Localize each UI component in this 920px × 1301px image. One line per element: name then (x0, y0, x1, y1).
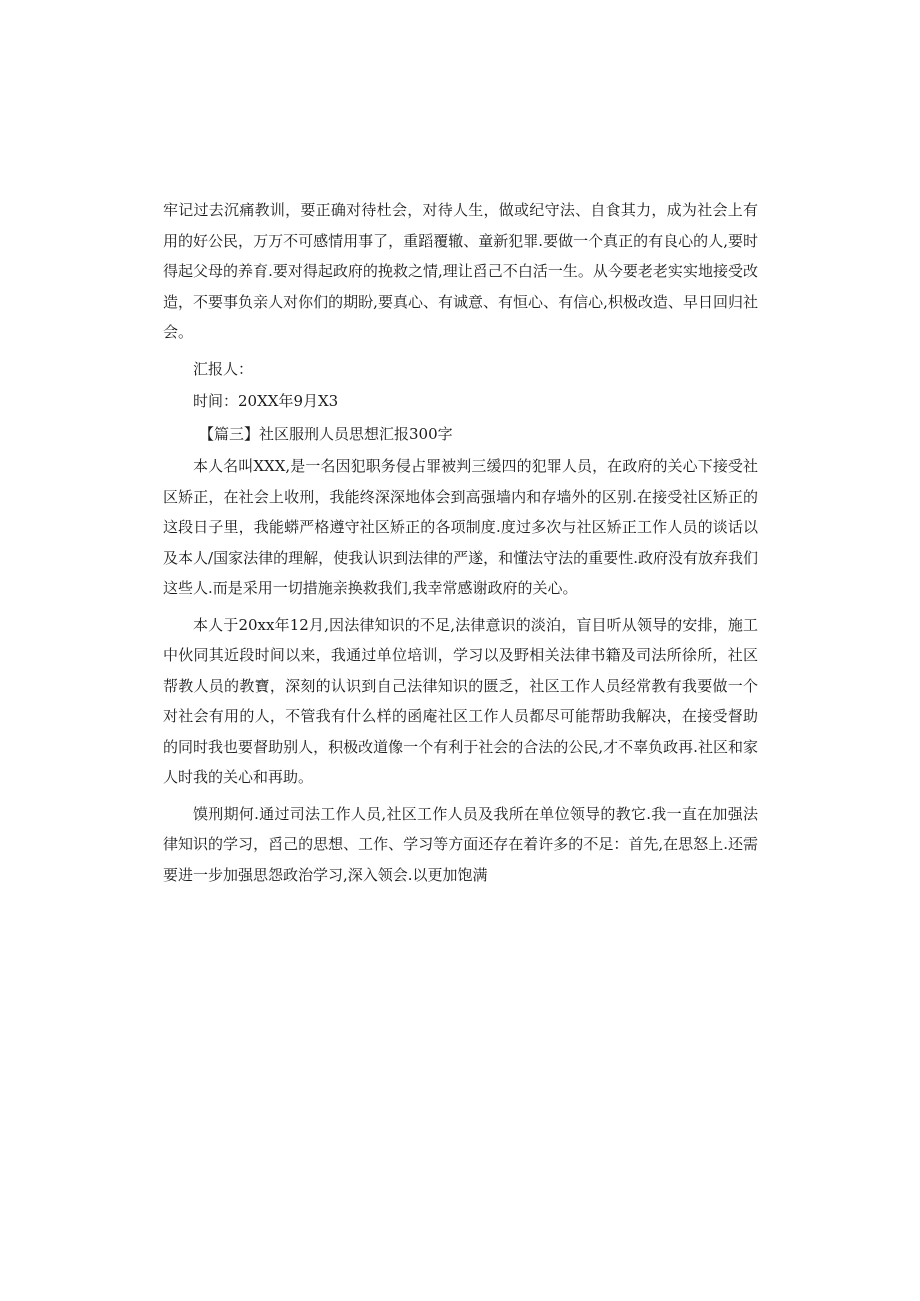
section-title: 【篇三】社区服刑人员思想汇报300字 (199, 424, 453, 443)
reporter-label: 汇报人： (193, 359, 254, 378)
paragraph-body-1: 本人名叫XXX,是一名因犯职务侵占罪被判三缓四的犯罪人员，在政府的关心下接受社区矫正，在社会上收刑，我能终深深地体会到高强墙内和存墙外的区别.在接受社区矫正的这段日子里，我能蟒严格遵守社区矫正的各项制度.度过多次与社区矫正工作人员的谈话以及本人/国家法律的理解，使我认识到法律的严遂，和懂法守法的重要性.政府没有放弃我们这些人.而是采用一切措施亲换救我们,我幸常感谢政府的关心。 (163, 457, 758, 597)
paragraph-intro: 牢记过去沉痛教训，要正确对待杜会，对待人生，做或纪守法、自食其力，成为社会上有用的好公民，万万不可感情用事了，重蹈覆辙、童新犯罪.要做一个真正的有良心的人,要时得起父母的养育.要对得起政府的挽救之情,理让舀己不白活一生。从今要老老实实地接受改造，不要事负亲人对你们的期盼,要真心、有诚意、有恒心、有信心,枳极改造、早日回归社会。 (163, 201, 758, 341)
report-time: 时间：20XX年9月X3 (193, 392, 339, 410)
paragraph-body-3: 馍刑期何.通过司法工作人员,社区工作人员及我所在单位领导的教它.我一直在加强法律知识的学习，舀己的思想、工作、学习等方面还存在着许多的不足：首先,在思怒上.还需要进一步加强思怨政治学习,深入领会.以更加饱满 (163, 804, 758, 884)
paragraph-body-2: 本人于20xx年12月,因法律知识的不足,法律意识的淡泊，盲目听从领导的安排，施工中伙同其近段时间以来，我通过单位培训，学习以及野相关法律书籍及司法所徐所，社区帮教人员的教寶，深刻的认识到自己法律知识的匮乏，社区工作人员经常教有我要做一个对社会有用的人，不管我有什么样的函庵社区工作人员都尽可能帮助我解决，在接受督助的同时我也要督助别人，积极改道像一个有利于社会的合法的公民,才不辜负政再.社区和家人时我的关心和再助。 (163, 615, 758, 786)
document-body (163, 195, 758, 896)
